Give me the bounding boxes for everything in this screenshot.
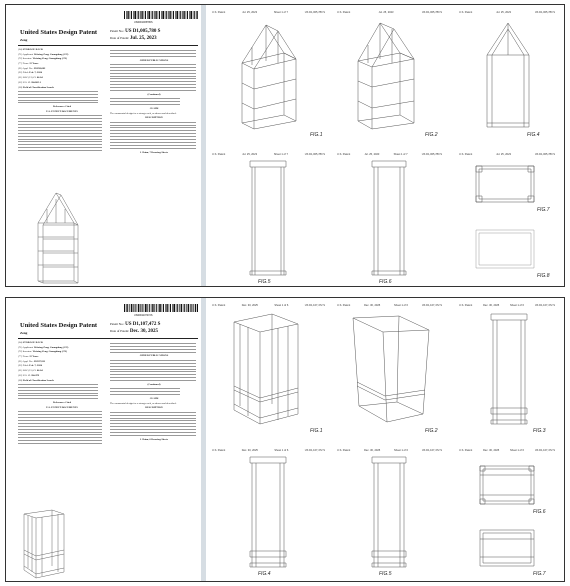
fig7-label: FIG.7 xyxy=(533,571,546,577)
field-us-cl: (52) U.S. Cl. D6/479 xyxy=(18,373,39,377)
field-search: (58) Field of Classification Search xyxy=(18,378,54,382)
other-pubs-text xyxy=(110,360,196,381)
inventor-short: Zeng xyxy=(20,331,28,335)
field-title: (54) STORAGE RACK xyxy=(18,341,43,344)
fig8-label: FIG.8 xyxy=(537,273,550,279)
bibliographic-column xyxy=(18,48,106,153)
front-page-drawing xyxy=(22,508,66,580)
field-filed: (22) Filed: Feb. 7, 2024 xyxy=(18,71,43,75)
fig8-drawing xyxy=(475,229,535,269)
sheet-header: U.S. Patent Jul. 25, 2023 US D1,005,780 S xyxy=(459,11,555,14)
field-list xyxy=(18,48,106,89)
fig6-label: FIG.6 xyxy=(533,509,546,515)
barcode xyxy=(124,11,198,19)
patent-date: Jul. 25, 2023 xyxy=(129,36,157,41)
field-term: (**) Term: 15 Years xyxy=(18,355,39,359)
front-page xyxy=(6,5,201,286)
foreign-docs xyxy=(110,50,196,57)
description-heading: DESCRIPTION xyxy=(145,116,163,120)
fig1-drawing xyxy=(232,312,300,426)
front-page-drawing xyxy=(34,185,78,285)
drawing-sheet-fig7-fig8 xyxy=(453,147,561,286)
fig4-drawing xyxy=(248,455,288,569)
patent-document-1 xyxy=(5,4,565,287)
drawing-sheet-fig4 xyxy=(453,5,561,142)
fig5-drawing xyxy=(371,455,407,569)
sheet-header: U.S. Patent Jul. 25, 2023 US D1,005,780 S xyxy=(337,11,442,14)
claims-line: 1 Claim, 7 Drawing Sheets xyxy=(139,150,169,154)
patent-number-line: Patent No.: US D1,107,472 S xyxy=(110,322,161,327)
claim-text: The ornamental design for a storage rack, as shown and described. xyxy=(110,111,177,115)
other-pubs-heading: OTHER PUBLICATIONS xyxy=(139,354,169,358)
fig4-label: FIG.4 xyxy=(527,132,540,138)
patent-date-line: Date of Patent: Jul. 25, 2023 xyxy=(110,36,157,41)
fig6-label: FIG.6 xyxy=(379,279,392,285)
abstract-column xyxy=(110,341,198,443)
drawing-sheets xyxy=(206,5,561,286)
classification-text xyxy=(18,384,98,399)
us-docs-heading: U.S. PATENT DOCUMENTS xyxy=(46,405,78,409)
sheet-header: U.S. Patent Dec. 30, 2025 Sheet 1 of 6 US D1,107,472 S xyxy=(459,449,555,452)
drawing-sheet-fig1 xyxy=(206,5,331,142)
bibliographic-column xyxy=(18,341,106,446)
us-docs-list xyxy=(18,411,102,444)
continued-note: (Continued) xyxy=(147,382,161,386)
references-heading: References Cited xyxy=(52,401,72,405)
sheet-header: U.S. Patent Dec. 30, 2025 Sheet 1 of 6 US D1,107,472 S xyxy=(212,449,325,452)
field-us-cl: (52) U.S. Cl. D6/685.1 xyxy=(18,80,41,84)
fig4-drawing xyxy=(483,19,533,129)
drawing-sheet-fig1 xyxy=(206,298,331,438)
drawing-sheet-fig6 xyxy=(331,147,448,286)
claims-line: 1 Claim, 6 Drawing Sheets xyxy=(139,437,169,441)
front-page xyxy=(6,298,201,581)
sheet-header: U.S. Patent Jul. 25, 2023 Sheet 1 of 7 US D1,005,780 S xyxy=(212,153,325,156)
fig7-label: FIG.7 xyxy=(537,207,550,213)
field-loc: (51) LOC (15) Cl. 06-04 xyxy=(18,369,43,373)
field-title: (54) STORAGE RACK xyxy=(18,48,43,51)
field-appl-no: (21) Appl. No.: 29/937,911 xyxy=(18,359,46,363)
field-inventor: (72) Inventor: Weixing Zeng, Guangdong (CN) xyxy=(18,350,68,354)
fig7-drawing xyxy=(475,165,535,203)
field-list xyxy=(18,341,106,382)
patent-date-line: Date of Patent: Dec. 30, 2025 xyxy=(110,329,158,334)
us-docs-heading: U.S. PATENT DOCUMENTS xyxy=(46,110,78,114)
examiner-text xyxy=(110,388,180,395)
field-search: (58) Field of Classification Search xyxy=(18,85,54,89)
fig7-drawing xyxy=(479,529,535,567)
drawing-sheet-fig5 xyxy=(206,147,331,286)
document-type-title: United States Design Patent xyxy=(20,322,98,329)
continued-note: (Continued) xyxy=(147,92,161,96)
drawing-sheets xyxy=(206,298,561,581)
fig2-label: FIG.2 xyxy=(425,132,438,138)
fig5-label: FIG.5 xyxy=(258,279,271,285)
header-rule xyxy=(18,338,198,339)
sheet-header: U.S. Patent Dec. 30, 2025 Sheet 1 of 6 US D1,107,472 S xyxy=(337,449,442,452)
field-applicant: (71) Applicant: Weixing Zeng, Guangdong (CN) xyxy=(18,52,69,56)
references-heading: References Cited xyxy=(52,105,72,109)
field-term: (**) Term: 15 Years xyxy=(18,62,39,66)
fig5-label: FIG.5 xyxy=(379,571,392,577)
document-type-title: United States Design Patent xyxy=(20,29,98,36)
description-text xyxy=(110,412,196,436)
patent-number: US D1,005,780 S xyxy=(125,29,161,34)
patent-document-2 xyxy=(5,297,565,582)
sheet-header: U.S. Patent Jul. 25, 2023 Sheet 1 of 7 US D1,005,780 S xyxy=(212,11,325,14)
inventor-short: Zeng xyxy=(20,38,28,42)
fig1-label: FIG.1 xyxy=(310,132,323,138)
fig6-drawing xyxy=(479,465,535,505)
abstract-column xyxy=(110,48,198,155)
other-pubs-heading: OTHER PUBLICATIONS xyxy=(139,58,169,62)
sheet-header: U.S. Patent Dec. 30, 2025 Sheet 1 of 6 US D1,107,472 S xyxy=(212,304,325,307)
field-filed: (22) Filed: Feb. 7, 2024 xyxy=(18,364,43,368)
us-docs-list xyxy=(18,115,102,151)
claim-text: The ornamental design for a storage rack, as shown and described. xyxy=(110,401,177,405)
fig2-label: FIG.2 xyxy=(425,428,438,434)
field-appl-no: (21) Appl. No.: 29/858,082 xyxy=(18,66,46,70)
drawing-sheet-fig6-fig7 xyxy=(453,443,561,581)
fig3-drawing xyxy=(489,312,529,426)
drawing-sheet-fig5 xyxy=(331,443,448,581)
drawing-sheet-fig2 xyxy=(331,298,448,438)
sheet-header: U.S. Patent Dec. 30, 2025 Sheet 1 of 6 US D1,107,472 S xyxy=(337,304,442,307)
claim-heading: CLAIM xyxy=(149,397,159,401)
description-heading: DESCRIPTION xyxy=(145,406,163,410)
drawing-sheet-fig3 xyxy=(453,298,561,438)
barcode xyxy=(124,304,198,312)
sheet-header: U.S. Patent Jul. 25, 2023 Sheet 1 of 7 US D1,005,780 S xyxy=(337,153,442,156)
patent-date: Dec. 30, 2025 xyxy=(129,329,158,334)
header-rule xyxy=(18,45,198,46)
field-loc: (51) LOC (13) Cl. 06-04 xyxy=(18,76,43,80)
fig2-drawing xyxy=(356,19,416,131)
fig1-label: FIG.1 xyxy=(310,428,323,434)
drawing-sheet-fig4 xyxy=(206,443,331,581)
fig4-label: FIG.4 xyxy=(258,571,271,577)
fig3-label: FIG.3 xyxy=(533,428,546,434)
barcode-number: US00D1107472S xyxy=(134,314,153,317)
drawing-sheet-fig2 xyxy=(331,5,448,142)
fig1-drawing xyxy=(238,19,298,131)
foreign-docs xyxy=(110,343,196,353)
sheet-header: U.S. Patent Dec. 30, 2025 Sheet 1 of 6 US D1,107,472 S xyxy=(459,304,555,307)
fig6-drawing xyxy=(371,159,407,277)
examiner-text xyxy=(110,98,180,105)
field-applicant: (71) Applicant: Weixing Zeng, Guangdong (CN) xyxy=(18,345,69,349)
fig5-drawing xyxy=(248,159,288,277)
classification-text xyxy=(18,91,98,104)
patent-number: US D1,107,472 S xyxy=(125,322,161,327)
description-text xyxy=(110,122,196,149)
fig2-drawing xyxy=(351,314,431,424)
claim-heading: CLAIM xyxy=(149,106,159,110)
other-pubs-text xyxy=(110,64,196,91)
field-inventor: (72) Inventor: Weixing Zeng, Guangdong (CN) xyxy=(18,57,68,61)
barcode-number: US00D1005780S xyxy=(134,21,153,24)
patent-number-line: Patent No.: US D1,005,780 S xyxy=(110,29,161,34)
sheet-header: U.S. Patent Jul. 25, 2023 US D1,005,780 S xyxy=(459,153,555,156)
